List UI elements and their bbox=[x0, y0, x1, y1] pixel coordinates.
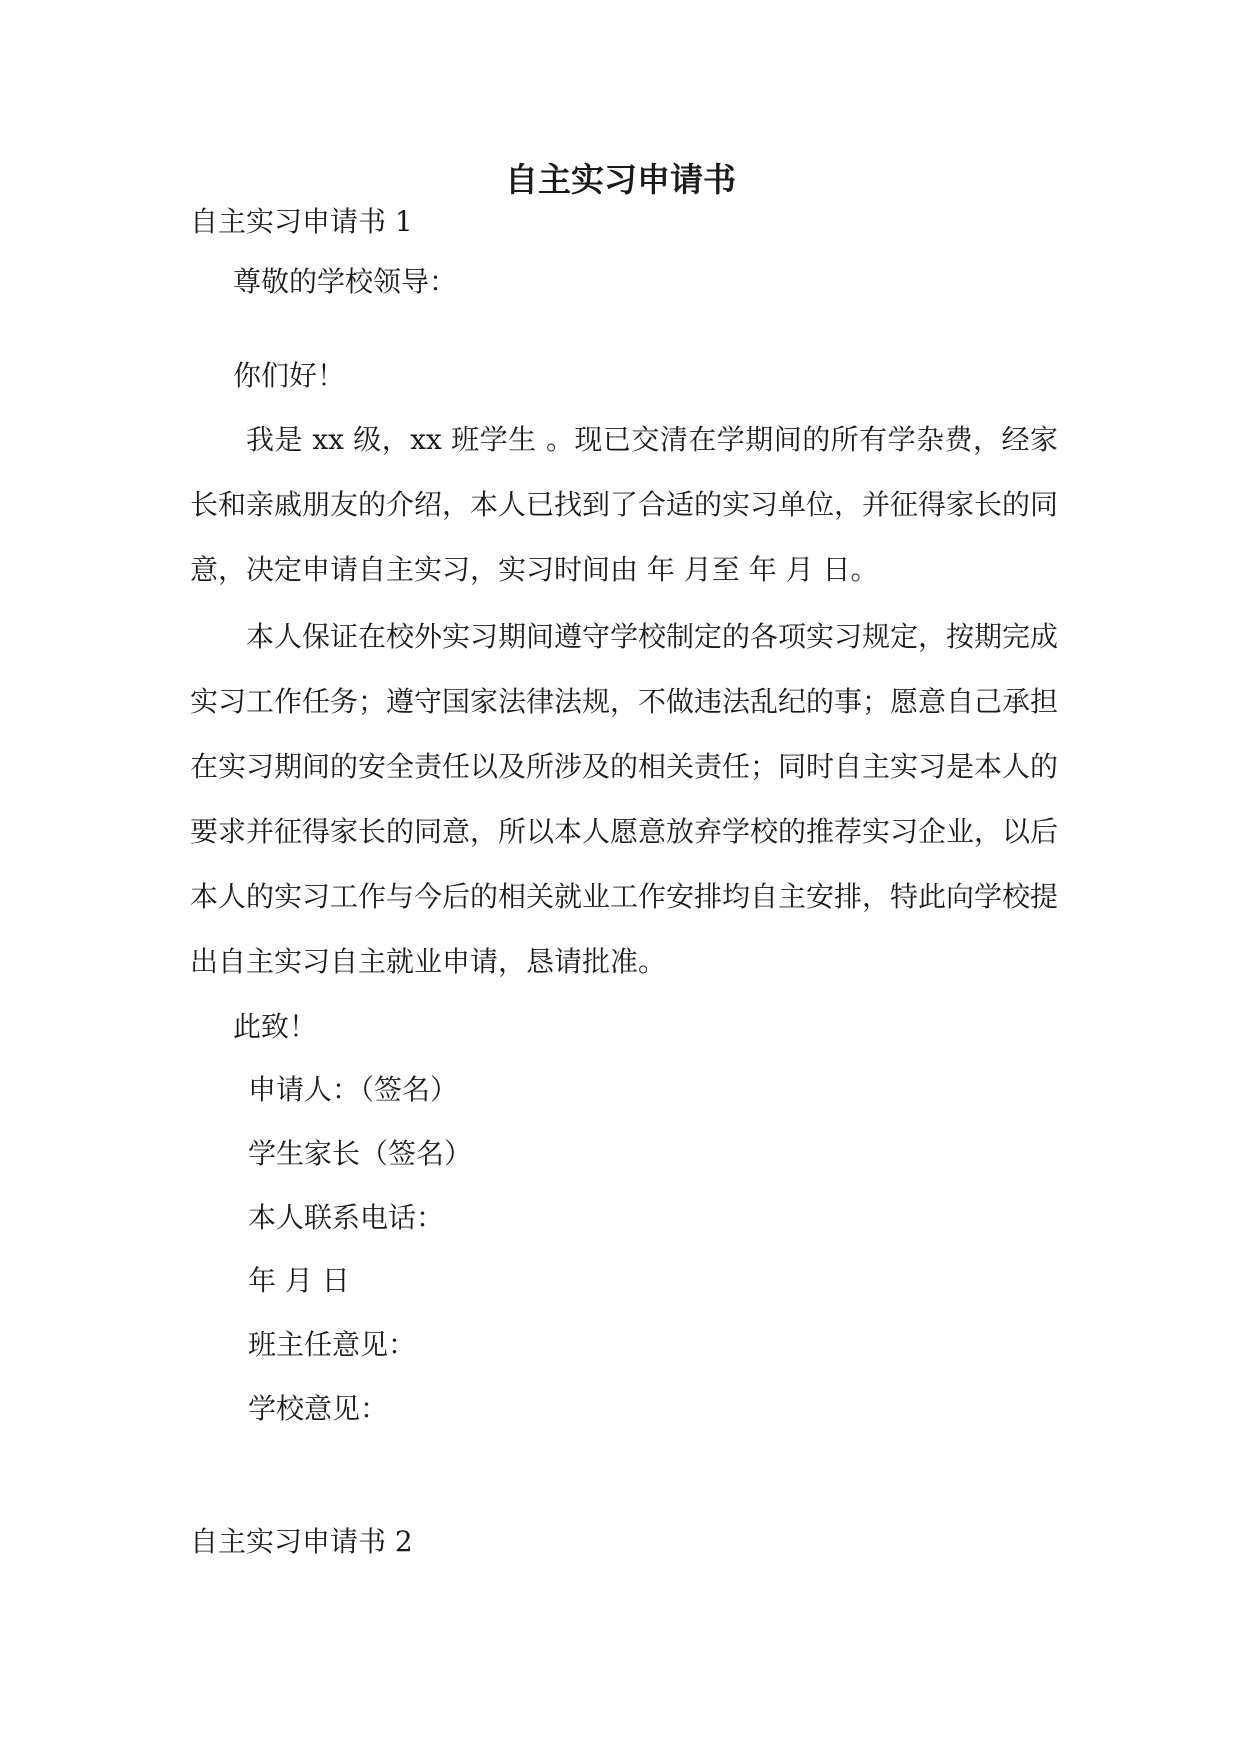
salutation: 尊敬的学校领导： bbox=[233, 265, 458, 298]
greeting: 你们好！ bbox=[233, 359, 346, 392]
contact-phone: 本人联系电话： bbox=[248, 1201, 445, 1234]
paragraph-1: 我是 xx 级，xx 班学生 。现已交清在学期间的所有学杂费，经家长和亲戚朋友的介绍，本人已找到了合适的实习单位，并征得家长的同意，决定申请自主实习，实习时间由 年 月至 年 月 日。 bbox=[190, 423, 1059, 586]
signature-date: 年 月 日 bbox=[248, 1264, 350, 1297]
teacher-opinion: 班主任意见： bbox=[248, 1328, 417, 1361]
section-heading-2: 自主实习申请书 2 bbox=[190, 1525, 413, 1558]
school-opinion: 学校意见： bbox=[248, 1392, 389, 1425]
document-title: 自主实习申请书 bbox=[505, 160, 736, 199]
paragraph-2: 本人保证在校外实习期间遵守学校制定的各项实习规定，按期完成实习工作任务；遵守国家法律法规，不做违法乱纪的事；愿意自己承担在实习期间的安全责任以及所涉及的相关责任；同时自主实习是本人的要求并征得家长的同意，所以本人愿意放弃学校的推荐实习企业，以后本人的实习工作与今后的相关就业工作安排均自主安排，特此向学校提出自主实习自主就业申请，恳请批准。 bbox=[190, 620, 1059, 978]
section-heading-1: 自主实习申请书 1 bbox=[190, 205, 413, 238]
parent-signature: 学生家长（签名） bbox=[248, 1137, 473, 1170]
applicant-signature: 申请人：（签名） bbox=[248, 1073, 459, 1106]
closing: 此致！ bbox=[233, 1010, 318, 1043]
